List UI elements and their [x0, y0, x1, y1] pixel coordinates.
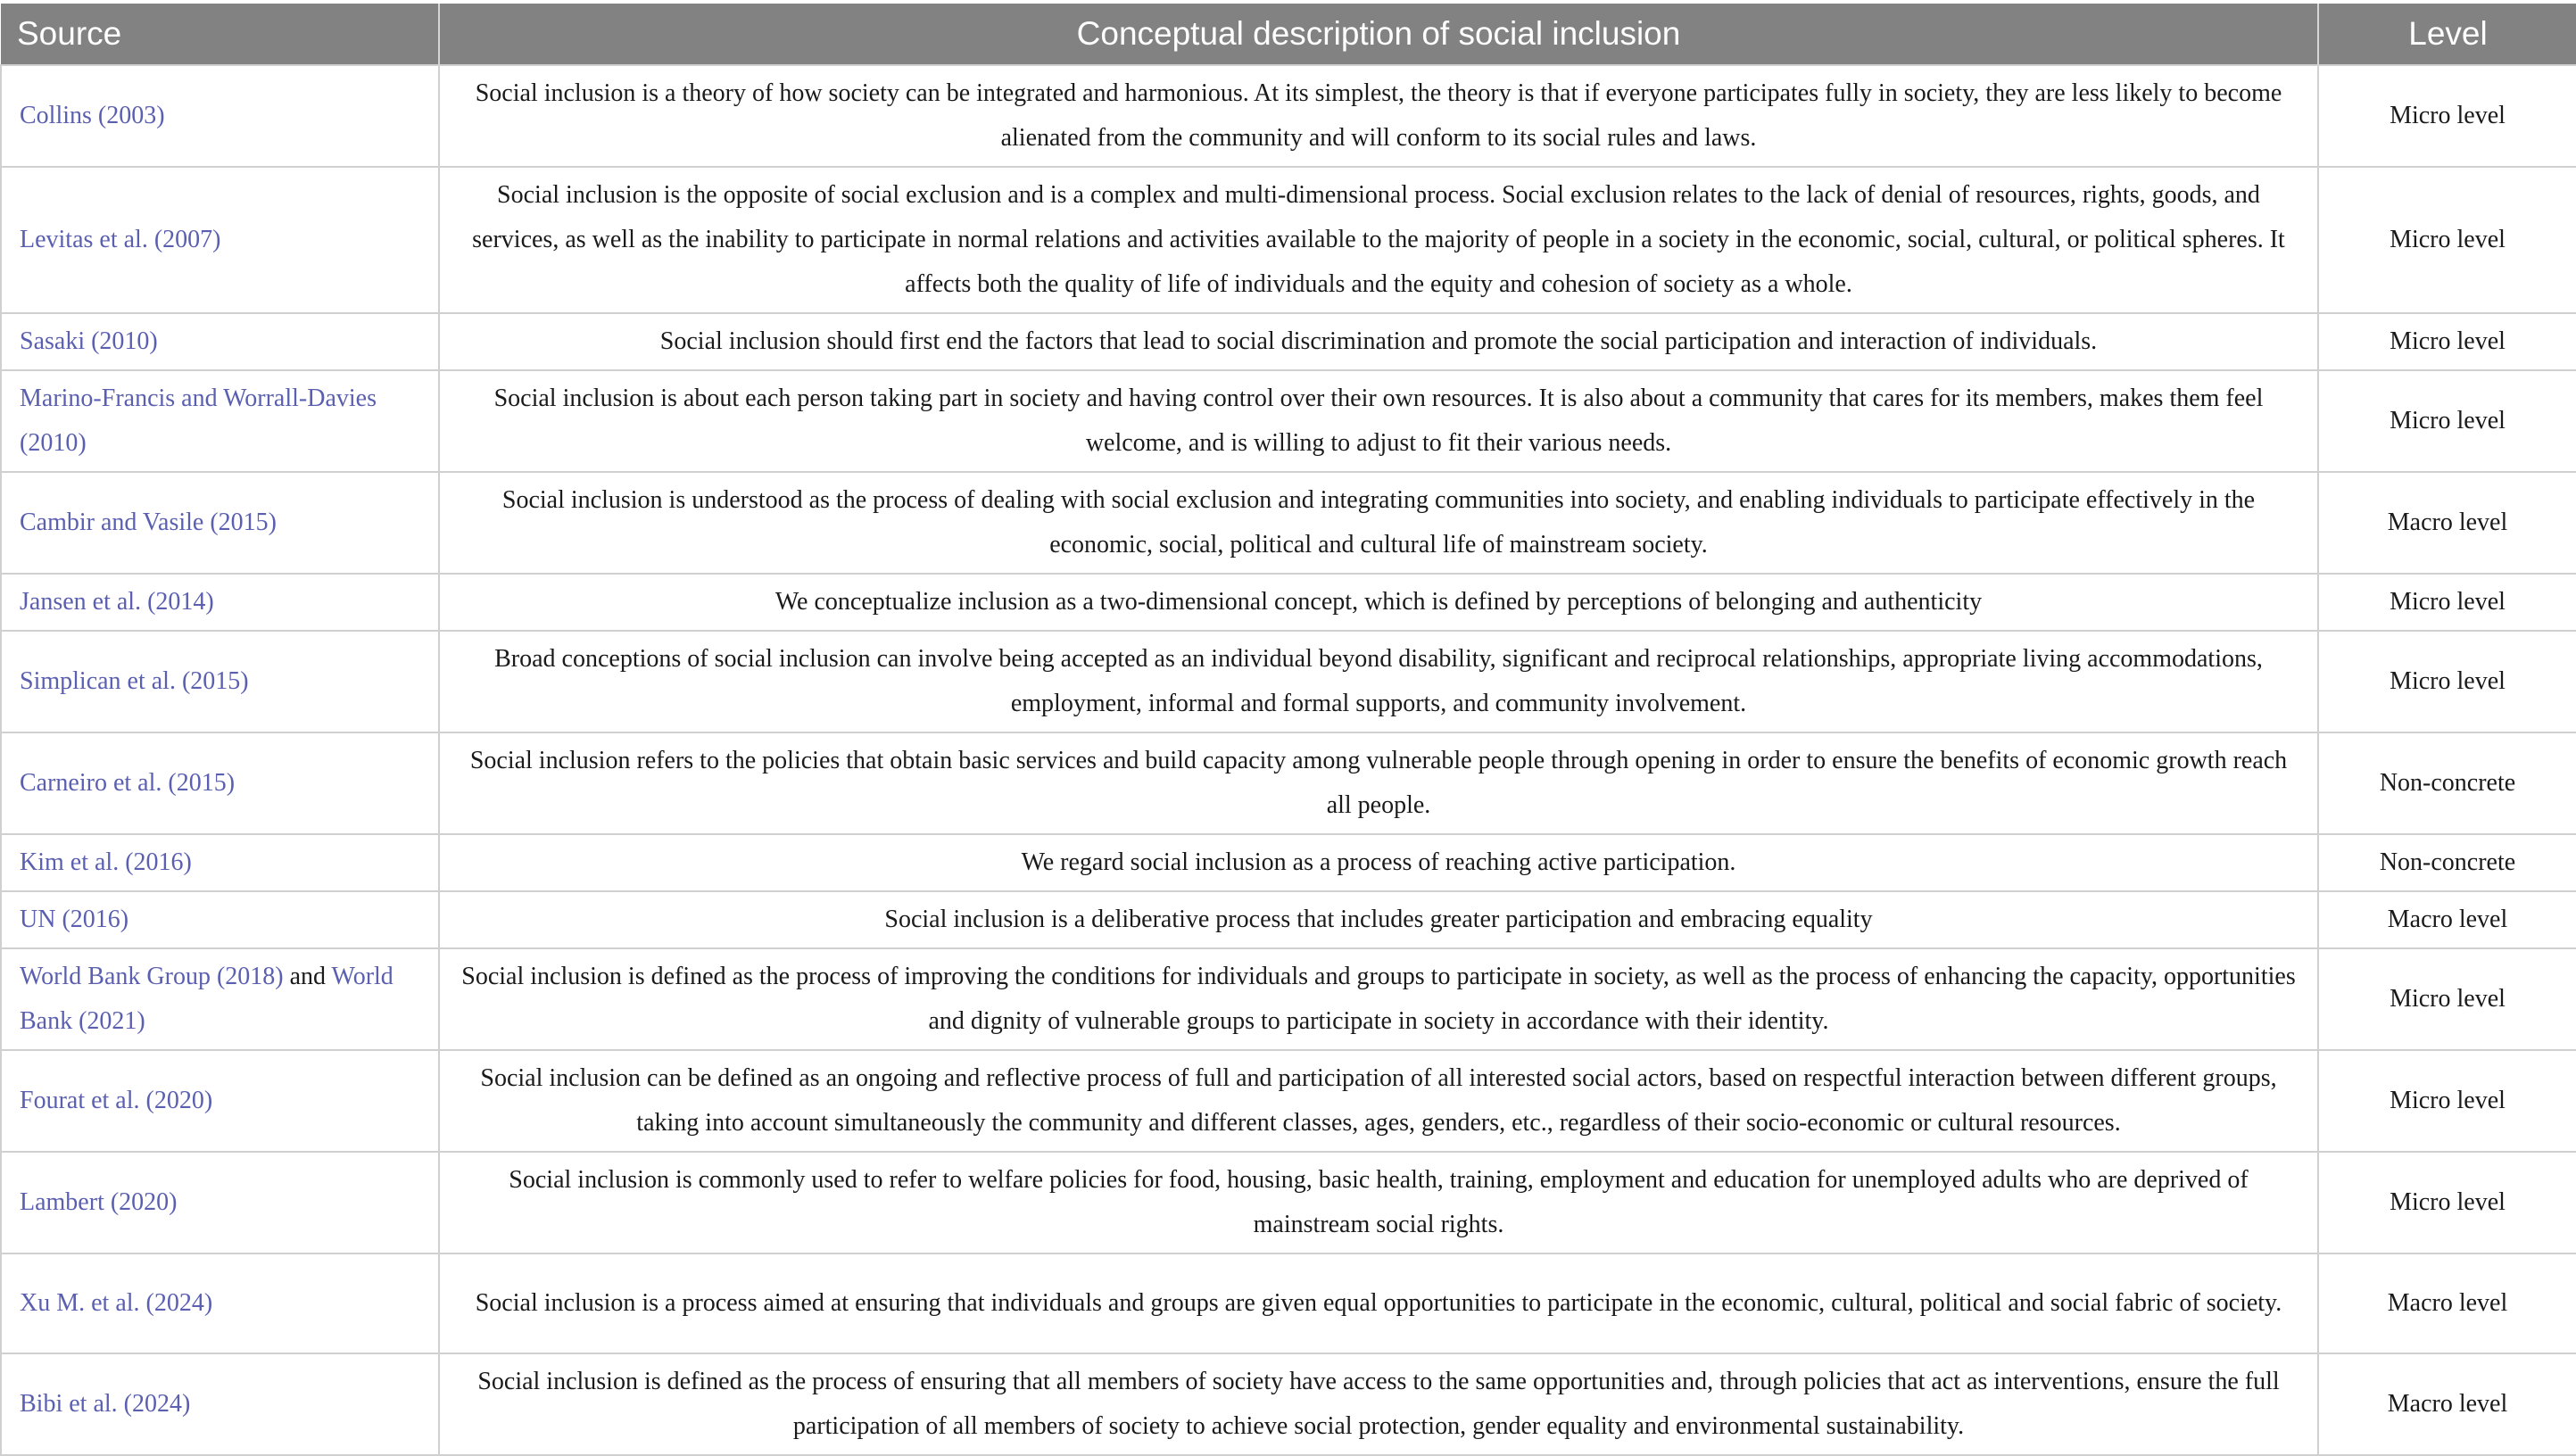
header-source: Source — [1, 4, 439, 65]
description-cell: Social inclusion is a deliberative process that includes greater participation and embracing equality — [439, 891, 2318, 948]
table-row — [1, 834, 2576, 891]
table-row — [1, 313, 2576, 370]
description-cell: Social inclusion is commonly used to refer to welfare policies for food, housing, basic health, training, employment and education for unemployed adults who are deprived of mainstream social rights. — [439, 1152, 2318, 1253]
table-row — [1, 167, 2576, 313]
table-row — [1, 948, 2576, 1050]
level-cell: Macro level — [2318, 472, 2576, 574]
description-cell: We conceptualize inclusion as a two-dimensional concept, which is defined by perceptions of belonging and authenticity — [439, 574, 2318, 631]
level-cell: Non-concrete — [2318, 834, 2576, 891]
description-cell: Social inclusion is a process aimed at ensuring that individuals and groups are given equal opportunities to participate in the economic, cultural, political and social fabric of society. — [439, 1253, 2318, 1353]
description-cell: Social inclusion can be defined as an ongoing and reflective process of full and participation of all interested social actors, based on respectful interaction between different groups, taking into account simultaneously the community and different classes, ages, genders, etc., regardless of their socio-economic or cultural resources. — [439, 1050, 2318, 1152]
description-cell: We regard social inclusion as a process of reaching active participation. — [439, 834, 2318, 891]
description-cell: Social inclusion should first end the factors that lead to social discrimination and promote the social participation and interaction of individuals. — [439, 313, 2318, 370]
source-cell — [1, 948, 439, 1050]
source-cell — [1, 65, 439, 167]
source-cell — [1, 370, 439, 472]
description-cell: Social inclusion is the opposite of social exclusion and is a complex and multi-dimensional process. Social exclusion relates to the lack of denial of resources, rights, goods, and services, as well as the inability to participate in normal relations and activities available to the majority of people in a society in the economic, social, cultural, or political spheres. It affects both the quality of life of individuals and the equity and cohesion of society as a whole. — [439, 167, 2318, 313]
header-row — [1, 4, 2576, 65]
source-link[interactable]: Xu M. et al. (2024) — [20, 1289, 213, 1317]
level-cell: Micro level — [2318, 948, 2576, 1050]
source-cell — [1, 1353, 439, 1455]
description-cell: Broad conceptions of social inclusion can involve being accepted as an individual beyond disability, significant and reciprocal relationships, appropriate living accommodations, employment, informal and formal supports, and community involvement. — [439, 631, 2318, 732]
table-row — [1, 1050, 2576, 1152]
level-cell: Micro level — [2318, 65, 2576, 167]
source-cell — [1, 167, 439, 313]
table-row — [1, 370, 2576, 472]
table-row — [1, 891, 2576, 948]
description-cell: Social inclusion is a theory of how society can be integrated and harmonious. At its simplest, the theory is that if everyone participates fully in society, they are less likely to become alienated from the community and will conform to its social rules and laws. — [439, 65, 2318, 167]
table-row — [1, 1152, 2576, 1253]
source-cell — [1, 574, 439, 631]
table-body — [1, 65, 2576, 1455]
source-link[interactable]: Collins (2003) — [20, 102, 165, 129]
source-cell — [1, 1253, 439, 1353]
description-cell: Social inclusion is understood as the process of dealing with social exclusion and integrating communities into society, and enabling individuals to participate effectively in the economic, social, political and cultural life of mainstream society. — [439, 472, 2318, 574]
table-row — [1, 732, 2576, 834]
table-row — [1, 472, 2576, 574]
table-row — [1, 1253, 2576, 1353]
header-description: Conceptual description of social inclusion — [439, 4, 2318, 65]
source-link[interactable]: Sasaki (2010) — [20, 327, 158, 355]
definitions-table — [0, 4, 2576, 1456]
source-cell — [1, 834, 439, 891]
level-cell: Macro level — [2318, 891, 2576, 948]
description-cell: Social inclusion refers to the policies that obtain basic services and build capacity among vulnerable people through opening in order to ensure the benefits of economic growth reach all people. — [439, 732, 2318, 834]
source-link[interactable]: Simplican et al. (2015) — [20, 667, 249, 695]
source-link[interactable]: Cambir and Vasile (2015) — [20, 509, 277, 536]
source-cell — [1, 732, 439, 834]
header-level: Level — [2318, 4, 2576, 65]
table-row — [1, 1353, 2576, 1455]
source-cell — [1, 472, 439, 574]
source-link-secondary[interactable]: World Bank (2021) — [20, 963, 393, 1035]
source-link[interactable]: Levitas et al. (2007) — [20, 226, 221, 253]
description-cell: Social inclusion is defined as the process of improving the conditions for individuals and groups to participate in society, as well as the process of enhancing the capacity, opportunities and dignity of vulnerable groups to participate in society in accordance with their identity. — [439, 948, 2318, 1050]
source-link[interactable]: Fourat et al. (2020) — [20, 1087, 213, 1114]
source-cell — [1, 891, 439, 948]
level-cell: Micro level — [2318, 574, 2576, 631]
source-link[interactable]: Bibi et al. (2024) — [20, 1390, 191, 1418]
table-row — [1, 631, 2576, 732]
source-cell — [1, 1152, 439, 1253]
source-cell — [1, 631, 439, 732]
source-link[interactable]: World Bank Group (2018) — [20, 963, 284, 990]
level-cell: Micro level — [2318, 1152, 2576, 1253]
level-cell: Macro level — [2318, 1353, 2576, 1455]
table-row — [1, 574, 2576, 631]
level-cell: Micro level — [2318, 370, 2576, 472]
source-cell — [1, 313, 439, 370]
source-link[interactable]: Jansen et al. (2014) — [20, 588, 214, 616]
source-link[interactable]: Carneiro et al. (2015) — [20, 769, 236, 797]
source-link[interactable]: Lambert (2020) — [20, 1188, 178, 1216]
source-link[interactable]: Kim et al. (2016) — [20, 848, 192, 876]
level-cell: Micro level — [2318, 631, 2576, 732]
level-cell: Non-concrete — [2318, 732, 2576, 834]
level-cell: Macro level — [2318, 1253, 2576, 1353]
source-link[interactable]: Marino-Francis and Worrall-Davies (2010) — [20, 385, 377, 457]
level-cell: Micro level — [2318, 1050, 2576, 1152]
description-cell: Social inclusion is about each person taking part in society and having control over their own resources. It is also about a community that cares for its members, makes them feel welcome, and is willing to adjust to fit their various needs. — [439, 370, 2318, 472]
source-cell — [1, 1050, 439, 1152]
description-cell: Social inclusion is defined as the process of ensuring that all members of society have access to the same opportunities and, through policies that act as interventions, ensure the full participation of all members of society to achieve social protection, gender equality and environmental sustainability. — [439, 1353, 2318, 1455]
table-row — [1, 65, 2576, 167]
table-header — [1, 4, 2576, 65]
level-cell: Micro level — [2318, 167, 2576, 313]
level-cell: Micro level — [2318, 313, 2576, 370]
source-link[interactable]: UN (2016) — [20, 906, 129, 933]
source-joiner: and — [283, 963, 332, 990]
